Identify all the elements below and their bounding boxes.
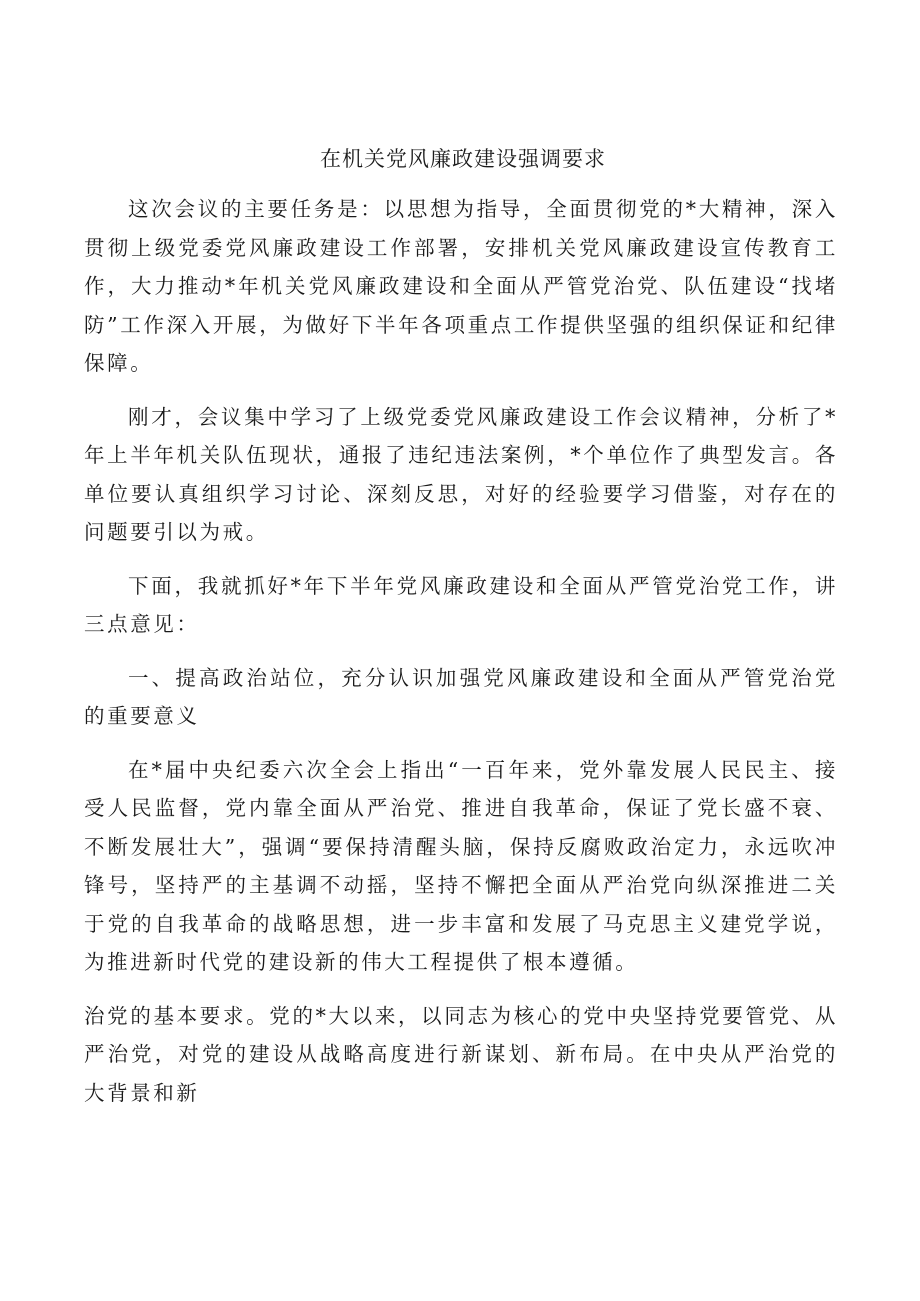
paragraph-party-requirements: 治党的基本要求。党的*大以来，以同志为核心的党中央坚持党要管党、从严治党，对党的建设从战略高度进行新谋划、新布局。在中央从严治党的大背景和新 [84, 1003, 838, 1105]
section-heading-one: 一、提高政治站位，充分认识加强党风廉政建设和全面从严管党治党的重要意义 [84, 665, 838, 728]
paragraph-meeting-review: 刚才，会议集中学习了上级党委党风廉政建设工作会议精神，分析了*年上半年机关队伍现状，通报了违纪违法案例，*个单位作了典型发言。各单位要认真组织学习讨论、深刻反思，对好的经验要学习借鉴，对存在的问题要引以为戒。 [84, 404, 838, 544]
paragraph-central-commission: 在*届中央纪委六次全会上指出“一百年来，党外靠发展人民民主、接受人民监督，党内靠全面从严治党、推进自我革命，保证了党长盛不衰、不断发展壮大”，强调“要保持清醒头脑，保持反腐败政治定力，永远吹冲锋号，坚持严的主基调不动摇，坚持不懈把全面从严治党向纵深推进二关于党的自我革命的战略思想，进一步丰富和发展了马克思主义建党学说，为推进新时代党的建设新的伟大工程提供了根本遵循。 [84, 757, 838, 974]
paragraph-meeting-tasks: 这次会议的主要任务是：以思想为指导，全面贯彻党的*大精神，深入贯彻上级党委党风廉政建设工作部署，安排机关党风廉政建设宣传教育工作，大力推动*年机关党风廉政建设和全面从严管党治党、队伍建设“找堵防”工作深入开展，为做好下半年各项重点工作提供坚强的组织保证和纪律保障。 [84, 197, 838, 375]
document-title: 在机关党风廉政建设强调要求 [320, 147, 606, 171]
paragraph-three-points-intro: 下面，我就抓好*年下半年党风廉政建设和全面从严管党治党工作，讲三点意见： [84, 573, 838, 636]
